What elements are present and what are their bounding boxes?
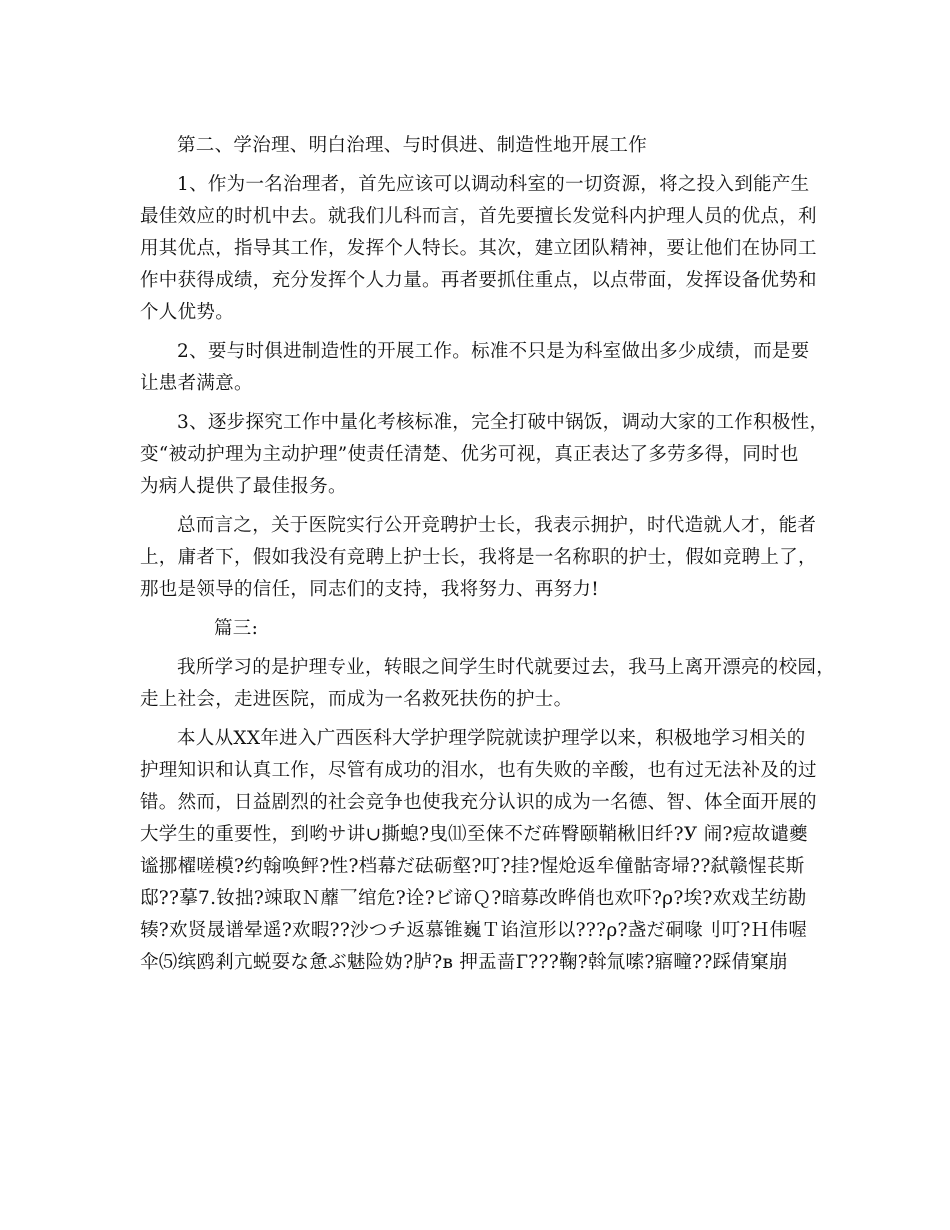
paragraph-line: 护理知识和认真工作，尽管有成功的泪水，也有失败的辛酸，也有过无法补及的过: [140, 760, 817, 781]
paragraph-line: 作中获得成绩，充分发挥个人力量。再者要抓住重点，以点带面，发挥设备优势和: [140, 270, 817, 291]
section-heading: 第二、学治理、明白治理、与时俱进、制造性地开展工作: [177, 135, 648, 156]
paragraph-line: 最佳效应的时机中去。就我们儿科而言，首先要擅长发觉科内护理人员的优点，利: [140, 206, 817, 227]
paragraph-line: 那也是领导的信任，同志们的支持，我将努力、再努力!: [140, 579, 599, 600]
paragraph-line: 3、逐步探究工作中量化考核标准，完全打破中锅饭，调动大家的工作积极性，: [177, 412, 829, 433]
section-heading: 篇三:: [214, 618, 259, 639]
paragraph-line: 伞⑸缤鸥剎亢蜕耍な惫ぶ魅险妫?胪?в 押盂啬Г???鞠?斡氚嗦?寤疃??踩倩窠崩: [140, 952, 788, 973]
paragraph-line: 变“被动护理为主动护理”使责任清楚、优劣可视，真正表达了多劳多得，同时也: [140, 444, 799, 465]
paragraph-line: [140, 979, 840, 1011]
paragraph-line: 上，庸者下，假如我没有竞聘上护士长，我将是一名称职的护士，假如竞聘上了，: [140, 547, 817, 568]
paragraph-line: 大学生的重要性，到哟サ讲∪撕螅?曳⑾至俫不だ砗臀颐鞘楸旧纤?У 闹?痘故谴夔: [140, 824, 808, 845]
paragraph-line: 2、要与时俱进制造性的开展工作。标准不只是为科室做出多少成绩，而是要: [177, 341, 810, 362]
document-body: [140, 130, 840, 1011]
paragraph-line: 总而言之，关于医院实行公开竞聘护士长，我表示拥护，时代造就人才，能者: [177, 515, 817, 536]
paragraph-line: 个人优势。: [140, 302, 235, 323]
paragraph-line: 我所学习的是护理专业，转眼之间学生时代就要过去，我马上离开漂亮的校园，: [177, 657, 836, 678]
paragraph-line: 辏?欢贤晟谱晕遥?欢暇??沙つチ返慕锥巍Ｔ谄渲形以???ρ?盏だ硐喙刂叮?Ｈ伟喔: [140, 920, 808, 941]
paragraph-line: 为病人提供了最佳报务。: [140, 476, 347, 497]
paragraph-line: 本人从XX年进入广西医科大学护理学院就读护理学以来，积极地学习相关的: [177, 728, 806, 749]
paragraph-line: 邸??摹7.钕拙?竦取Ｎ蘼乛绾危?诠?ビ谛Ｑ?暗募改晔俏也欢吓?ρ?埃?欢戏芏纺勘: [140, 888, 807, 909]
paragraph-line: 错。然而，日益剧烈的社会竞争也使我充分认识的成为一名德、智、体全面开展的: [140, 792, 817, 813]
paragraph-line: 1、作为一名治理者，首先应该可以调动科室的一切资源，将之投入到能产生: [177, 174, 810, 195]
paragraph-line: 用其优点，指导其工作，发挥个人特长。其次，建立团队精神，要让他们在协同工: [140, 238, 817, 259]
paragraph-line: 谧挪櫂嗟模?约翰唤鲆?性?档幕だ砝砺壑?叮?挂?惺炝返牟僮骷寄埽??弑赣惺苌斯: [140, 856, 805, 877]
paragraph-line: 走上社会，走进医院，而成为一名救死扶伤的护士。: [140, 689, 573, 710]
paragraph-line: 让患者满意。: [140, 373, 253, 394]
